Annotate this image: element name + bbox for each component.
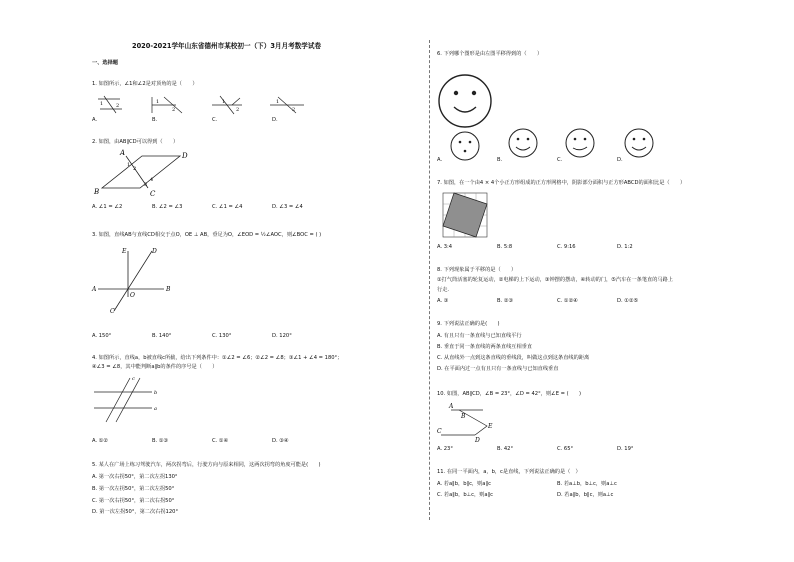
q7-option-b[interactable]: B. 5:8: [497, 244, 513, 250]
q1-figure-b: [152, 97, 182, 113]
q8-line1: ①打气筒活塞的轮复运动，②电梯的上下运动，③钟摆的摆动，④转动的门，⑤汽车在一条笔直的马路上: [437, 277, 673, 283]
q4-option-c[interactable]: C. ①④: [212, 438, 229, 444]
q6-face-b: [509, 129, 537, 157]
q11-option-c[interactable]: C. 若a∥b，b⊥c，则a∥c: [437, 492, 494, 498]
q10-option-d[interactable]: D. 19°: [617, 446, 634, 452]
q8-stem: 8. 下列现象属于平移的是（ ）: [437, 267, 517, 273]
q1d-label-1: 1: [276, 99, 280, 105]
q2-label-c: C: [150, 190, 156, 198]
q6-figures: [437, 63, 657, 163]
q1-stem: 1. 如图所示，∠1和∠2是对顶角的是（ ）: [92, 81, 198, 87]
q2-option-b[interactable]: B. ∠2 = ∠3: [152, 204, 183, 210]
q4-label-a: a: [154, 406, 157, 412]
q6-face-d: [625, 129, 653, 157]
q11-option-b[interactable]: B. 若a⊥b，b⊥c，则a⊥c: [557, 481, 617, 487]
q4-option-b[interactable]: B. ①③: [152, 438, 169, 444]
q2-label-d: D: [182, 152, 188, 160]
q7-option-d[interactable]: D. 1:2: [617, 244, 633, 250]
q3-label-c: C: [110, 308, 115, 315]
q6-option-c[interactable]: C.: [557, 157, 563, 163]
q4-figure: [92, 376, 162, 426]
q10-label-a: A: [449, 403, 454, 410]
q4-label-c: c: [132, 376, 135, 382]
q5-option-d[interactable]: D. 第一次左拐50°，第二次右拐120°: [92, 509, 179, 515]
q5-option-b[interactable]: B. 第一次左拐50°，第二次左拐50°: [92, 486, 175, 492]
q5-option-c[interactable]: C. 第一次右拐50°，第二次右拐50°: [92, 498, 175, 504]
q2-option-c[interactable]: C. ∠1 = ∠4: [212, 204, 243, 210]
q2-label-b: B: [94, 188, 100, 196]
q6-original-face: [439, 75, 491, 127]
q4-stem-line1: 4. 如图所示，直线a，b被直线c所截，给出下列条件中：①∠2 = ∠6；②∠2 = ∠8；③∠1 + ∠4 = 180°；: [92, 355, 343, 361]
q3-option-d[interactable]: D. 120°: [272, 333, 292, 339]
q10-option-a[interactable]: A. 23°: [437, 446, 453, 452]
q1b-label-1: 1: [156, 99, 160, 105]
q3-label-o: O: [130, 292, 135, 299]
q10-label-b: B: [461, 413, 466, 420]
q8-option-b[interactable]: B. ②③: [497, 298, 514, 304]
q1-option-d[interactable]: D.: [272, 117, 278, 123]
q9-option-a[interactable]: A. 有且只有一条直线与已知直线平行: [437, 333, 522, 339]
q8-option-c[interactable]: C. ①②④: [557, 298, 578, 304]
q7-option-a[interactable]: A. 3:4: [437, 244, 453, 250]
q10-label-e: E: [488, 423, 493, 430]
q1a-label-1: 1: [100, 101, 104, 107]
q10-label-c: C: [437, 428, 442, 435]
q1a-label-2: 2: [116, 103, 120, 109]
column-divider: [429, 40, 430, 520]
q1c-label-2: 2: [236, 107, 240, 113]
q1-figure-d: [270, 97, 304, 113]
q2-figure: [92, 150, 202, 200]
q8-line2: 行走.: [437, 287, 450, 293]
q6-option-a[interactable]: A.: [437, 157, 443, 163]
q5-stem: 5. 某人在广场上练习驾驶汽车，两次拐弯后，行驶方向与原来相同，这两次拐弯的角度可能是( ): [92, 462, 321, 468]
q1-figure-c: [212, 96, 242, 114]
q10-label-d: D: [475, 437, 480, 444]
q3-option-c[interactable]: C. 130°: [212, 333, 232, 339]
q10-option-b[interactable]: B. 42°: [497, 446, 514, 452]
q1b-label-2: 2: [172, 107, 176, 113]
q3-stem: 3. 如图，直线AB与直线CD相交于点O，OE ⊥ AB，垂足为O，∠EOD = ½∠AOC，则∠BOC = ( ): [92, 232, 322, 238]
q10-option-c[interactable]: C. 65°: [557, 446, 574, 452]
q9-option-c[interactable]: C. 从直线外一点到这条直线的垂线段，叫做这点到这条直线的距离: [437, 355, 590, 361]
q2-label-1: 1: [127, 162, 131, 168]
q10-stem: 10. 如图，AB∥CD，∠B = 23°，∠D = 42°，则∠E = ( ): [437, 391, 582, 397]
q4-label-b: b: [154, 390, 158, 396]
q5-option-a[interactable]: A. 第一次右拐50°，第二次左拐130°: [92, 474, 178, 480]
q4-option-d[interactable]: D. ③④: [272, 438, 289, 444]
q9-option-b[interactable]: B. 垂直于同一条直线的两条直线互相垂直: [437, 344, 533, 350]
q1-option-b[interactable]: B.: [152, 117, 158, 123]
q2-label-a: A: [120, 149, 126, 157]
q1c-label-1: 1: [222, 99, 226, 105]
q2-label-4: 4: [150, 177, 154, 183]
q6-face-a: [451, 132, 479, 160]
q3-option-b[interactable]: B. 140°: [152, 333, 172, 339]
q3-label-d: D: [152, 248, 157, 255]
q6-stem: 6. 下列哪个图形是由左图平移得到的（ ）: [437, 51, 543, 57]
q8-option-a[interactable]: A. ③: [437, 298, 449, 304]
q1d-label-2: 2: [292, 107, 296, 113]
q1-option-c[interactable]: C.: [212, 117, 218, 123]
page-title: 2020-2021学年山东省德州市某校初一（下）3月月考数学试卷: [132, 42, 322, 50]
q2-label-3: 3: [144, 182, 148, 188]
q11-stem: 11. 在同一平面内，a，b，c是直线，下列说法正确的是（ ）: [437, 469, 581, 475]
section-heading: 一、选择题: [92, 60, 118, 66]
q2-option-a[interactable]: A. ∠1 = ∠2: [92, 204, 123, 210]
q6-option-d[interactable]: D.: [617, 157, 623, 163]
q11-option-a[interactable]: A. 若a∥b，b∥c，则a∥c: [437, 481, 491, 487]
q4-stem-line2: ④∠3 = ∠8，其中能判断a∥b的条件的序号是（ ）: [92, 364, 218, 370]
q2-option-d[interactable]: D. ∠3 = ∠4: [272, 204, 303, 210]
q3-label-a: A: [92, 286, 97, 293]
q4-option-a[interactable]: A. ①②: [92, 438, 109, 444]
q7-option-c[interactable]: C. 9:16: [557, 244, 576, 250]
q3-option-a[interactable]: A. 150°: [92, 333, 112, 339]
q3-label-e: E: [122, 248, 127, 255]
q10-figure: [437, 398, 497, 442]
q1-figure-a: [98, 96, 122, 113]
q2-label-2: 2: [133, 166, 137, 172]
q8-option-d[interactable]: D. ①②⑤: [617, 298, 639, 304]
q7-stem: 7. 如图，在一个由4 × 4个小正方形组成的正方形网格中，阴影部分面积与正方形ABCD的面积比是（ ）: [437, 180, 686, 186]
q1-option-a[interactable]: A.: [92, 117, 98, 123]
q6-face-c: [566, 129, 594, 157]
q9-stem: 9. 下列说法正确的是( ): [437, 321, 500, 327]
q1-figures: [92, 95, 312, 117]
q7-figure: [441, 191, 491, 241]
q9-option-d[interactable]: D. 在平面内过一点有且只有一条直线与已知直线垂直: [437, 366, 559, 372]
q2-stem: 2. 如图，由AB∥CD可以得到（ ）: [92, 139, 179, 145]
q11-option-d[interactable]: D. 若a∥b，b∥c，则a⊥c: [557, 492, 614, 498]
q3-label-b: B: [166, 286, 171, 293]
q6-option-b[interactable]: B.: [497, 157, 503, 163]
q3-figure: [92, 245, 172, 315]
